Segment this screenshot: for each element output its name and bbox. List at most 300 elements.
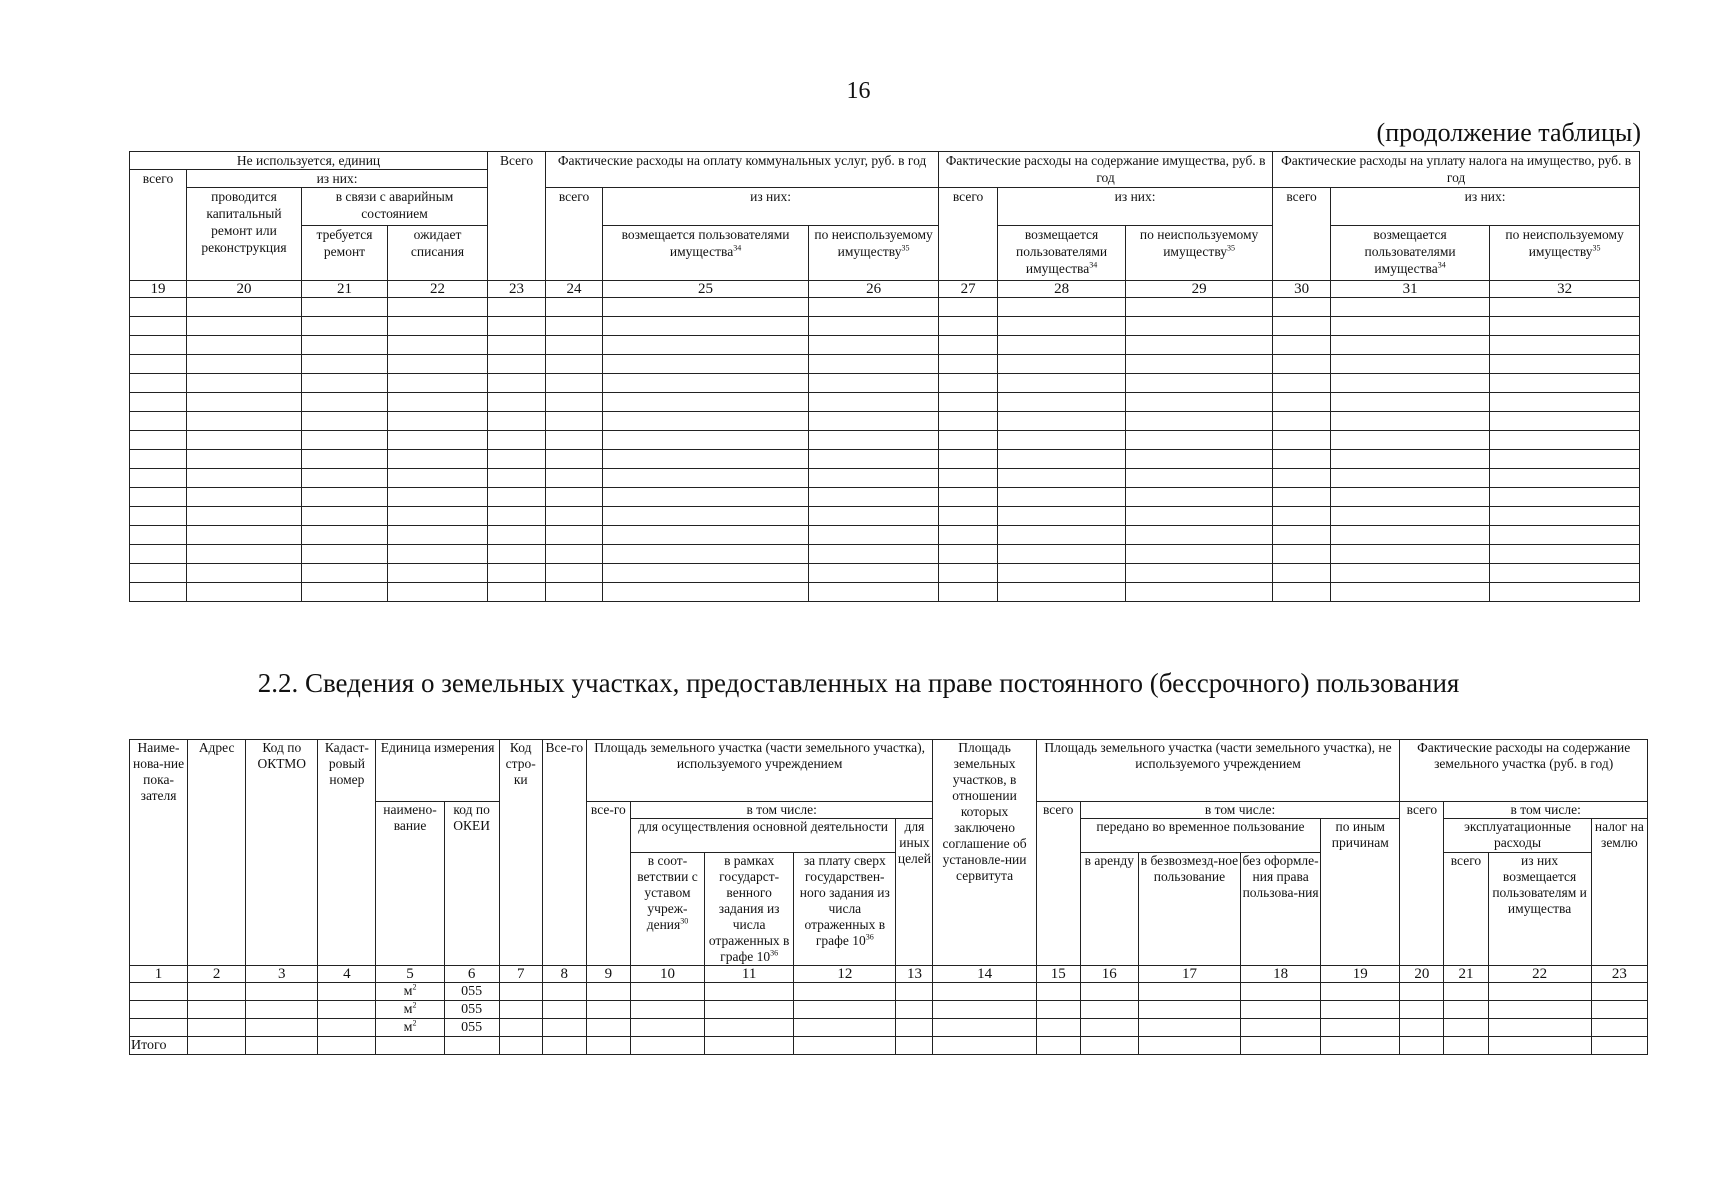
table-cell[interactable] [1490,298,1640,317]
table-cell[interactable] [809,431,939,450]
table-cell[interactable] [998,469,1126,488]
table-cell[interactable] [1273,507,1331,526]
table-cell[interactable] [302,431,388,450]
table-cell[interactable] [1138,983,1240,1001]
table-cell[interactable] [603,526,809,545]
table-cell[interactable] [1331,431,1490,450]
table-cell[interactable] [130,374,187,393]
table-cell[interactable] [1138,1001,1240,1019]
table-cell[interactable] [998,355,1126,374]
table-cell[interactable] [388,336,488,355]
table-cell[interactable] [630,1001,704,1019]
table-cell[interactable] [130,488,187,507]
table-cell[interactable] [1331,545,1490,564]
table-cell[interactable] [1273,488,1331,507]
table-cell[interactable] [939,450,998,469]
table-cell[interactable] [1126,374,1273,393]
table-cell[interactable] [1273,564,1331,583]
table-cell[interactable] [1490,336,1640,355]
table-cell[interactable] [187,469,302,488]
table-cell[interactable] [586,983,630,1001]
table-cell[interactable] [302,488,388,507]
table-cell[interactable] [1488,1019,1591,1037]
table-cell[interactable] [1321,1001,1400,1019]
table-cell[interactable] [794,983,896,1001]
table-cell[interactable] [1036,1037,1080,1055]
table-cell[interactable] [1488,1001,1591,1019]
table-cell[interactable] [1273,355,1331,374]
table-cell[interactable] [130,355,187,374]
table-cell[interactable] [388,545,488,564]
table-cell[interactable] [1488,1037,1591,1055]
table-cell[interactable] [246,1001,318,1019]
table-cell[interactable] [302,374,388,393]
table-cell[interactable] [1273,545,1331,564]
table-cell[interactable] [939,488,998,507]
table-cell[interactable] [1273,583,1331,602]
table-cell[interactable] [998,431,1126,450]
table-cell[interactable] [603,336,809,355]
table-cell[interactable] [1273,393,1331,412]
table-cell[interactable] [388,526,488,545]
table-cell[interactable] [388,393,488,412]
table-cell[interactable] [998,450,1126,469]
table-cell[interactable] [998,317,1126,336]
table-cell[interactable] [1273,412,1331,431]
table-cell[interactable] [187,298,302,317]
table-cell[interactable] [705,983,794,1001]
table-cell[interactable] [1321,1019,1400,1037]
table-cell[interactable] [130,583,187,602]
table-cell[interactable] [1331,488,1490,507]
table-cell[interactable] [302,298,388,317]
table-cell[interactable] [939,526,998,545]
table-cell[interactable] [1126,431,1273,450]
table-cell[interactable] [1490,374,1640,393]
table-cell[interactable] [1490,355,1640,374]
table-cell[interactable] [187,317,302,336]
table-cell[interactable] [376,1037,444,1055]
table-cell[interactable] [130,298,187,317]
table-cell[interactable] [603,431,809,450]
table-cell[interactable] [939,469,998,488]
table-cell[interactable] [542,983,586,1001]
table-cell[interactable] [998,526,1126,545]
table-cell[interactable] [939,564,998,583]
table-cell[interactable] [1331,507,1490,526]
table-cell[interactable] [1490,412,1640,431]
table-cell[interactable] [1273,526,1331,545]
table-cell[interactable] [1331,317,1490,336]
table-cell[interactable] [546,564,603,583]
table-cell[interactable] [1321,983,1400,1001]
table-cell[interactable] [187,412,302,431]
table-cell[interactable] [809,355,939,374]
table-cell[interactable] [1273,298,1331,317]
table-cell[interactable] [809,564,939,583]
table-cell[interactable] [388,431,488,450]
table-cell[interactable] [794,1037,896,1055]
table-cell[interactable] [1591,1001,1647,1019]
table-cell[interactable] [896,1037,933,1055]
table-cell[interactable] [130,526,187,545]
table-cell[interactable] [586,1037,630,1055]
table-cell[interactable] [933,1037,1036,1055]
table-cell[interactable] [187,355,302,374]
table-cell[interactable] [130,469,187,488]
table-cell[interactable] [705,1001,794,1019]
table-cell[interactable] [444,1037,499,1055]
table-cell[interactable] [130,1019,188,1037]
table-cell[interactable] [1331,336,1490,355]
table-cell[interactable] [499,1037,542,1055]
table-cell[interactable] [1331,469,1490,488]
table-cell[interactable] [1591,1037,1647,1055]
table-cell[interactable] [603,374,809,393]
table-cell[interactable] [1126,545,1273,564]
table-cell[interactable] [809,412,939,431]
table-cell[interactable] [130,412,187,431]
table-cell[interactable] [809,336,939,355]
table-cell[interactable] [488,393,546,412]
table-cell[interactable] [130,317,187,336]
table-cell[interactable] [1490,469,1640,488]
table-cell[interactable] [488,298,546,317]
table-cell[interactable] [998,393,1126,412]
table-cell[interactable] [809,545,939,564]
table-cell[interactable] [388,583,488,602]
table-cell[interactable] [1490,583,1640,602]
table-cell[interactable] [809,469,939,488]
table-cell[interactable] [809,488,939,507]
table-cell[interactable] [1444,1037,1488,1055]
table-cell[interactable] [1126,469,1273,488]
table-cell[interactable] [1126,393,1273,412]
table-cell[interactable] [809,526,939,545]
table-cell[interactable] [388,507,488,526]
table-cell[interactable] [302,355,388,374]
table-cell[interactable] [705,1037,794,1055]
table-cell[interactable] [1126,317,1273,336]
table-cell[interactable] [388,450,488,469]
table-cell[interactable] [1444,1001,1488,1019]
table-cell[interactable] [939,393,998,412]
table-cell[interactable] [1241,1037,1321,1055]
table-cell[interactable] [1241,1019,1321,1037]
table-cell[interactable] [1488,983,1591,1001]
table-cell[interactable] [488,564,546,583]
table-cell[interactable] [896,1001,933,1019]
table-cell[interactable] [187,564,302,583]
table-cell[interactable] [1241,1001,1321,1019]
table-cell[interactable] [1126,450,1273,469]
table-cell[interactable] [1126,583,1273,602]
table-cell[interactable] [488,526,546,545]
table-cell[interactable] [1126,298,1273,317]
table-cell[interactable] [388,317,488,336]
table-cell[interactable] [1321,1037,1400,1055]
table-cell[interactable] [130,983,188,1001]
table-cell[interactable] [998,412,1126,431]
table-cell[interactable] [998,336,1126,355]
table-cell[interactable] [1490,317,1640,336]
table-cell[interactable] [302,412,388,431]
table-cell[interactable] [1126,564,1273,583]
table-cell[interactable] [1331,564,1490,583]
table-cell[interactable] [1080,1037,1138,1055]
table-cell[interactable] [187,374,302,393]
table-cell[interactable] [998,564,1126,583]
table-cell[interactable] [809,450,939,469]
table-cell[interactable] [302,507,388,526]
table-cell[interactable] [933,983,1036,1001]
table-cell[interactable] [302,526,388,545]
table-cell[interactable] [933,1001,1036,1019]
table-cell[interactable] [499,1001,542,1019]
table-cell[interactable] [546,545,603,564]
table-cell[interactable] [488,355,546,374]
table-cell[interactable] [1036,983,1080,1001]
table-cell[interactable] [1400,983,1444,1001]
table-cell[interactable] [1273,317,1331,336]
table-cell[interactable] [388,374,488,393]
table-cell[interactable] [188,983,246,1001]
table-cell[interactable] [794,1001,896,1019]
table-cell[interactable] [188,1019,246,1037]
table-cell[interactable] [488,317,546,336]
table-cell[interactable] [488,469,546,488]
table-cell[interactable] [586,1001,630,1019]
table-cell[interactable] [896,1019,933,1037]
table-cell[interactable] [1490,393,1640,412]
table-cell[interactable] [542,1001,586,1019]
table-cell[interactable] [1591,983,1647,1001]
table-cell[interactable] [896,983,933,1001]
table-cell[interactable] [1273,431,1331,450]
table-cell[interactable] [1126,488,1273,507]
table-cell[interactable] [809,298,939,317]
table-cell[interactable] [998,488,1126,507]
table-cell[interactable] [939,355,998,374]
table-cell[interactable] [939,545,998,564]
table-cell[interactable] [586,1019,630,1037]
table-cell[interactable] [1331,450,1490,469]
table-cell[interactable] [1331,374,1490,393]
table-cell[interactable] [603,564,809,583]
table-cell[interactable] [1126,526,1273,545]
table-cell[interactable] [809,507,939,526]
table-cell[interactable] [1331,298,1490,317]
table-cell[interactable] [318,983,376,1001]
table-cell[interactable] [388,564,488,583]
table-cell[interactable] [1490,431,1640,450]
table-cell[interactable] [1490,545,1640,564]
table-cell[interactable] [318,1001,376,1019]
table-cell[interactable] [603,469,809,488]
table-cell[interactable] [1273,450,1331,469]
table-cell[interactable] [302,336,388,355]
table-cell[interactable] [488,412,546,431]
table-cell[interactable] [1138,1037,1240,1055]
table-cell[interactable] [187,507,302,526]
table-cell[interactable] [187,431,302,450]
table-cell[interactable] [1331,526,1490,545]
table-cell[interactable] [630,1037,704,1055]
table-cell[interactable] [630,1019,704,1037]
table-cell[interactable] [1490,507,1640,526]
table-cell[interactable] [130,450,187,469]
table-cell[interactable] [318,1019,376,1037]
table-cell[interactable] [302,450,388,469]
table-cell[interactable] [546,450,603,469]
table-cell[interactable] [130,393,187,412]
table-cell[interactable] [603,412,809,431]
table-cell[interactable] [603,317,809,336]
table-cell[interactable] [809,583,939,602]
table-cell[interactable] [546,317,603,336]
table-cell[interactable] [188,1037,246,1055]
table-cell[interactable] [630,983,704,1001]
table-cell[interactable] [542,1019,586,1037]
table-cell[interactable] [1444,983,1488,1001]
table-cell[interactable] [1331,583,1490,602]
table-cell[interactable] [130,431,187,450]
table-cell[interactable] [1036,1019,1080,1037]
table-cell[interactable] [546,507,603,526]
table-cell[interactable] [246,983,318,1001]
table-cell[interactable] [546,393,603,412]
table-cell[interactable] [546,298,603,317]
table-cell[interactable] [302,317,388,336]
table-cell[interactable] [546,412,603,431]
table-cell[interactable] [603,583,809,602]
table-cell[interactable] [302,393,388,412]
table-cell[interactable] [187,488,302,507]
table-cell[interactable] [187,583,302,602]
table-cell[interactable] [130,1001,188,1019]
table-cell[interactable] [809,374,939,393]
table-cell[interactable] [603,450,809,469]
table-cell[interactable] [1331,355,1490,374]
table-cell[interactable] [1400,1037,1444,1055]
table-cell[interactable] [302,469,388,488]
table-cell[interactable] [388,412,488,431]
table-cell[interactable] [187,393,302,412]
table-cell[interactable] [1444,1019,1488,1037]
table-cell[interactable] [546,488,603,507]
table-cell[interactable] [1080,983,1138,1001]
table-cell[interactable] [1400,1001,1444,1019]
table-cell[interactable] [546,469,603,488]
table-cell[interactable] [1490,526,1640,545]
table-cell[interactable] [302,564,388,583]
table-cell[interactable] [488,336,546,355]
table-cell[interactable] [1331,412,1490,431]
table-cell[interactable] [939,374,998,393]
table-cell[interactable] [939,317,998,336]
table-cell[interactable] [246,1037,318,1055]
table-cell[interactable] [546,355,603,374]
table-cell[interactable] [246,1019,318,1037]
table-cell[interactable] [1273,336,1331,355]
table-cell[interactable] [318,1037,376,1055]
table-cell[interactable] [603,393,809,412]
table-cell[interactable] [1490,450,1640,469]
table-cell[interactable] [302,545,388,564]
table-cell[interactable] [488,545,546,564]
table-cell[interactable] [302,583,388,602]
table-cell[interactable] [998,545,1126,564]
table-cell[interactable] [603,298,809,317]
table-cell[interactable] [130,564,187,583]
table-cell[interactable] [1490,488,1640,507]
table-cell[interactable] [1273,374,1331,393]
table-cell[interactable] [488,488,546,507]
table-cell[interactable] [1126,412,1273,431]
table-cell[interactable] [130,507,187,526]
table-cell[interactable] [1241,983,1321,1001]
table-cell[interactable] [388,488,488,507]
table-cell[interactable] [998,583,1126,602]
table-cell[interactable] [1080,1019,1138,1037]
table-cell[interactable] [187,336,302,355]
table-cell[interactable] [187,450,302,469]
table-cell[interactable] [1591,1019,1647,1037]
table-cell[interactable] [705,1019,794,1037]
table-cell[interactable] [546,336,603,355]
table-cell[interactable] [603,355,809,374]
table-cell[interactable] [546,431,603,450]
table-cell[interactable] [933,1019,1036,1037]
table-cell[interactable] [546,583,603,602]
table-cell[interactable] [546,526,603,545]
table-cell[interactable] [130,336,187,355]
table-cell[interactable] [187,545,302,564]
table-cell[interactable] [1138,1019,1240,1037]
table-cell[interactable] [939,412,998,431]
table-cell[interactable] [187,526,302,545]
table-cell[interactable] [388,298,488,317]
table-cell[interactable] [130,545,187,564]
table-cell[interactable] [809,393,939,412]
table-cell[interactable] [1400,1019,1444,1037]
table-cell[interactable] [542,1037,586,1055]
table-cell[interactable] [1126,355,1273,374]
table-cell[interactable] [1490,564,1640,583]
table-cell[interactable] [1331,393,1490,412]
table-cell[interactable] [488,450,546,469]
table-cell[interactable] [794,1019,896,1037]
table-cell[interactable] [488,431,546,450]
table-cell[interactable] [1126,507,1273,526]
table-cell[interactable] [188,1001,246,1019]
table-cell[interactable] [939,583,998,602]
table-cell[interactable] [488,374,546,393]
table-cell[interactable] [1036,1001,1080,1019]
table-cell[interactable] [499,983,542,1001]
table-cell[interactable] [488,583,546,602]
table-cell[interactable] [1080,1001,1138,1019]
table-cell[interactable] [603,507,809,526]
table-cell[interactable] [998,507,1126,526]
table-cell[interactable] [939,431,998,450]
table-cell[interactable] [998,374,1126,393]
table-cell[interactable] [939,507,998,526]
table-cell[interactable] [939,336,998,355]
table-cell[interactable] [1273,469,1331,488]
table-cell[interactable] [939,298,998,317]
table-cell[interactable] [499,1019,542,1037]
